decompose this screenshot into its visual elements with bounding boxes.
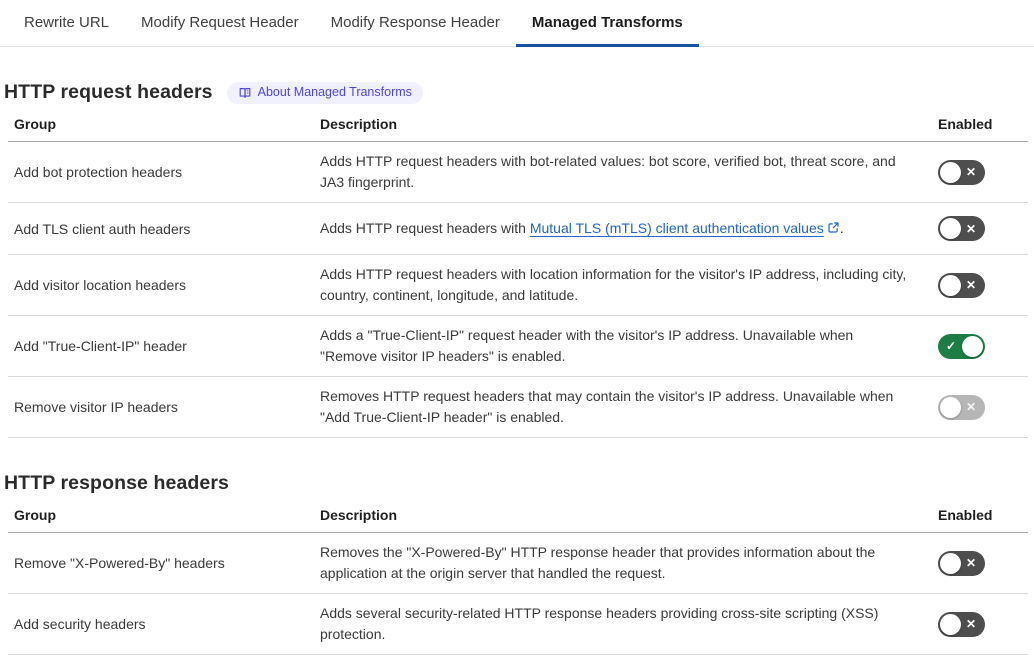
section-heading xyxy=(4,472,1034,495)
toggle-add-true-client-ip-header[interactable] xyxy=(938,334,985,359)
table-body xyxy=(8,533,1028,655)
description-text: Removes the "X-Powered-By" HTTP response header that provides information about the application at the origin server that handled the request. xyxy=(320,544,876,581)
toggle-knob xyxy=(940,162,961,183)
tab-label: Rewrite URL xyxy=(24,13,110,31)
table-row xyxy=(8,255,1028,316)
settings-section xyxy=(0,472,1034,655)
check-icon: ✓ xyxy=(946,339,957,353)
toggle-cell xyxy=(938,334,1028,359)
toggle-add-security-headers[interactable] xyxy=(938,612,985,637)
toggle-knob xyxy=(940,397,961,418)
column-header-description: Description xyxy=(320,116,398,132)
table-row xyxy=(8,142,1028,203)
x-icon: ✕ xyxy=(965,278,976,292)
badge-label: About Managed Transforms xyxy=(257,85,412,100)
toggle-cell xyxy=(938,395,1028,420)
toggle-add-tls-client-auth-headers[interactable] xyxy=(938,216,985,241)
toggle-add-bot-protection-headers[interactable] xyxy=(938,160,985,185)
x-icon: ✕ xyxy=(965,165,976,179)
table-row xyxy=(8,533,1028,594)
tab-modify-response-header[interactable] xyxy=(315,0,516,47)
group-label: Add visitor location headers xyxy=(14,277,186,293)
main-content xyxy=(0,81,1034,655)
x-icon: ✕ xyxy=(965,400,976,414)
group-label: Add TLS client auth headers xyxy=(14,220,191,237)
about-managed-transforms-badge[interactable] xyxy=(227,82,423,104)
settings-table xyxy=(8,116,1028,438)
toggle-add-visitor-location-headers[interactable] xyxy=(938,273,985,298)
tab-managed-transforms[interactable] xyxy=(516,0,699,47)
book-icon xyxy=(238,86,252,100)
column-header-description: Description xyxy=(320,507,398,523)
table-header-row xyxy=(8,507,1028,533)
column-header-group: Group xyxy=(14,116,56,132)
toggle-knob xyxy=(940,553,961,574)
toggle-cell xyxy=(938,612,1028,637)
settings-section xyxy=(0,81,1034,438)
group-label: Add "True-Client-IP" header xyxy=(14,338,187,354)
tab-label: Managed Transforms xyxy=(531,13,683,31)
toggle-knob xyxy=(940,275,961,296)
toggle-knob xyxy=(940,218,961,239)
tab-modify-request-header[interactable] xyxy=(125,0,315,47)
table-row xyxy=(8,203,1028,255)
description-text: Adds HTTP request headers with location information for the visitor's IP address, including city, country, continent, longitude, and latitude. xyxy=(320,266,907,303)
tab-rewrite-url[interactable] xyxy=(8,0,125,47)
group-label: Remove "X-Powered-By" headers xyxy=(14,555,225,571)
table-header-row xyxy=(8,116,1028,142)
settings-table xyxy=(8,507,1028,655)
description-text: Adds several security-related HTTP response headers providing cross-site scripting (XSS) protection. xyxy=(320,605,879,642)
description-text: Adds HTTP request headers with bot-related values: bot score, verified bot, threat score, and JA3 fingerprint. xyxy=(320,153,896,190)
toggle-remove-x-powered-by-headers[interactable] xyxy=(938,551,985,576)
toggle-cell xyxy=(938,216,1028,241)
toggle-cell xyxy=(938,273,1028,298)
description-link[interactable]: Mutual TLS (mTLS) client authentication values xyxy=(530,220,840,236)
section-title: HTTP response headers xyxy=(4,472,229,494)
x-icon: ✕ xyxy=(965,617,976,631)
column-header-group: Group xyxy=(14,507,56,523)
tab-label: Modify Response Header xyxy=(330,13,500,31)
group-label: Add security headers xyxy=(14,616,146,632)
table-row xyxy=(8,316,1028,377)
description-text: Adds HTTP request headers with Mutual TLS (mTLS) client authentication values . xyxy=(320,220,844,236)
column-header-enabled: Enabled xyxy=(938,116,993,132)
description-text: Removes HTTP request headers that may contain the visitor's IP address. Unavailable when "Add True-Client-IP header" is enabled. xyxy=(320,388,894,425)
toggle-cell xyxy=(938,160,1028,185)
toggle-cell xyxy=(938,551,1028,576)
table-body xyxy=(8,142,1028,438)
group-label: Add bot protection headers xyxy=(14,164,183,180)
tab-label: Modify Request Header xyxy=(141,13,299,31)
section-heading xyxy=(4,81,1034,104)
toggle-knob xyxy=(940,614,961,635)
section-title: HTTP request headers xyxy=(4,81,213,103)
tab-bar xyxy=(0,0,1034,47)
external-link-icon xyxy=(827,221,840,234)
column-header-enabled: Enabled xyxy=(938,507,993,523)
description-text: Adds a "True-Client-IP" request header with the visitor's IP address. Unavailable when "Remove visitor IP headers" is enabled. xyxy=(320,327,854,364)
toggle-remove-visitor-ip-headers xyxy=(938,395,985,420)
x-icon: ✕ xyxy=(965,556,976,570)
toggle-knob xyxy=(962,336,983,357)
group-label: Remove visitor IP headers xyxy=(14,399,178,415)
table-row xyxy=(8,594,1028,655)
table-row xyxy=(8,377,1028,438)
x-icon: ✕ xyxy=(965,221,976,236)
